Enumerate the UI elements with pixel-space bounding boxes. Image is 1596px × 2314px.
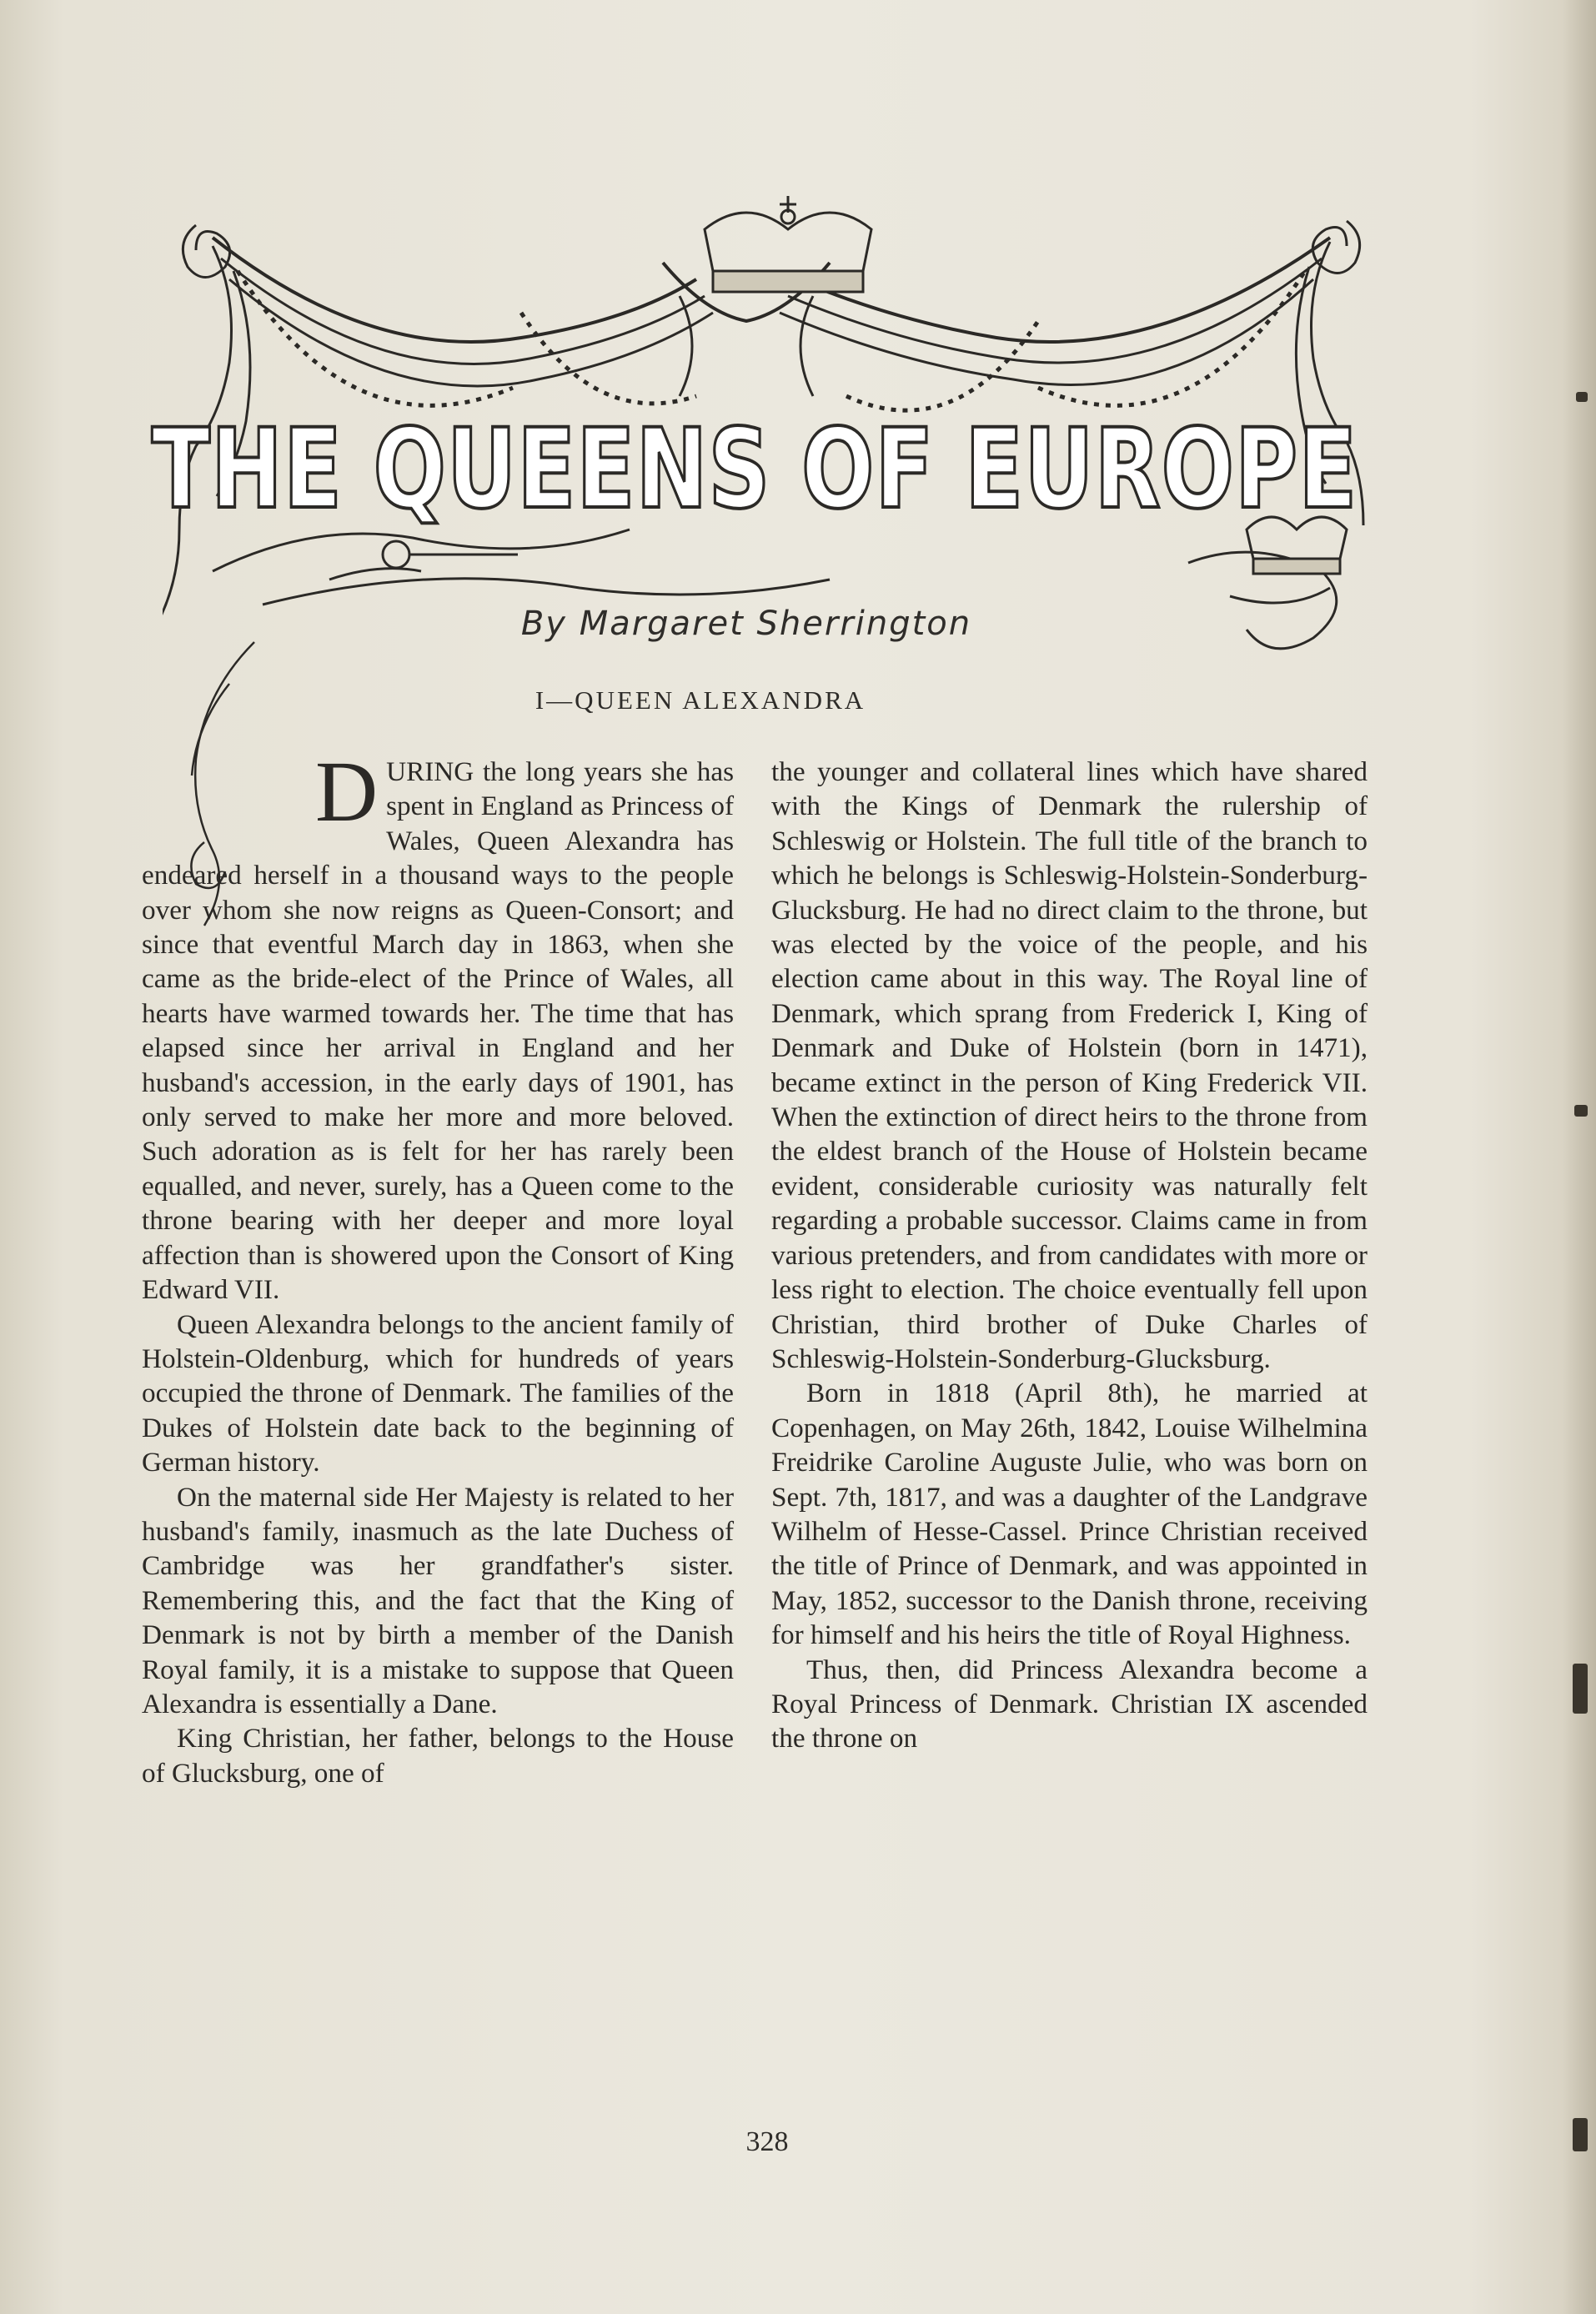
paragraph: On the maternal side Her Majesty is related to her husband's family, inasmuch as the late Duchess of Cambridge was her grandfather's sister. Remembering this, and the fact that the King of Denmark is not by birth a member of the Danish Royal family, it is a mistake to suppose that Queen Alexandra is essentially a Dane. xyxy=(142,1481,734,1719)
article-title: THE QUEENS OF EUROPE xyxy=(151,404,1358,534)
paragraph xyxy=(142,744,734,1308)
left-column xyxy=(142,744,734,1790)
binding-mark xyxy=(1573,1664,1588,1714)
paragraph: Thus, then, did Princess Alexandra become a Royal Princess of Denmark. Christian IX ascended the throne on xyxy=(771,1654,1368,1754)
binding-mark xyxy=(1573,2118,1588,2151)
binding-mark xyxy=(1576,392,1588,402)
paragraph-text: URING the long years she has spent in England as Princess of Wales, Queen Alexandra has endeared herself in a thousand ways to the people over whom she now reigns as Queen-Consort; and since that eventful March day in 1863, when she came as the bride-elect of the Prince of Wales, all hearts have warmed towards her. The time that has elapsed since her arrival in England and her husband's accession, in the early days of 1901, has only served to make her more and more beloved. Such adoration as is felt for her has rarely been equalled, and never, surely, has a Queen come to the throne bearing with her deeper and more loyal affection than is showered upon the Consort of King Edward VII. xyxy=(142,756,734,1306)
binding-mark xyxy=(1574,1105,1588,1117)
drop-cap: D xyxy=(315,744,379,840)
paragraph: Born in 1818 (April 8th), he married at Copenhagen, on May 26th, 1842, Louise Wilhelmina Freidrike Caroline Auguste Julie, who was born on Sept. 7th, 1817, and was a daughter of the Landgrave Wilhelm of Hesse-Cassel. Prince Christian received the title of Prince of Denmark, and was appointed in May, 1852, successor to the Danish throne, receiving for himself and his heirs the title of Royal Highness. xyxy=(771,1378,1368,1651)
section-heading: I—QUEEN ALEXANDRA xyxy=(535,685,866,715)
right-column xyxy=(771,755,1368,1756)
page-edge-shadow xyxy=(1563,0,1596,2314)
article-byline: By Margaret Sherrington xyxy=(520,605,972,643)
paragraph: the younger and collateral lines which have shared with the Kings of Denmark the rulership of Schleswig or Holstein. The full title of the branch to which he belongs is Schleswig-Holstein-Sonderburg-Glucksburg. He had no direct claim to the throne, but was elected by the voice of the people, and his election came about in this way. The Royal line of Denmark, which sprang from Frederick I, King of Denmark and Duke of Holstein (born in 1471), became extinct in the person of King Frederick VII. When the extinction of direct heirs to the throne from the eldest branch of the House of Holstein became evident, considerable curiosity was naturally felt regarding a probable successor. Claims came in from various pretenders, and from candidates with more or less right to election. The choice eventually fell upon Christian, third brother of Duke Charles of Schleswig-Holstein-Sonderburg-Glucksburg. xyxy=(771,756,1368,1374)
paragraph: Queen Alexandra belongs to the ancient family of Holstein-Oldenburg, which for hundreds of years occupied the throne of Denmark. The families of the Dukes of Holstein date back to the beginning of German history. xyxy=(142,1308,734,1478)
paragraph: King Christian, her father, belongs to the House of Glucksburg, one of xyxy=(142,1723,734,1789)
page-number: 328 xyxy=(745,2126,789,2157)
